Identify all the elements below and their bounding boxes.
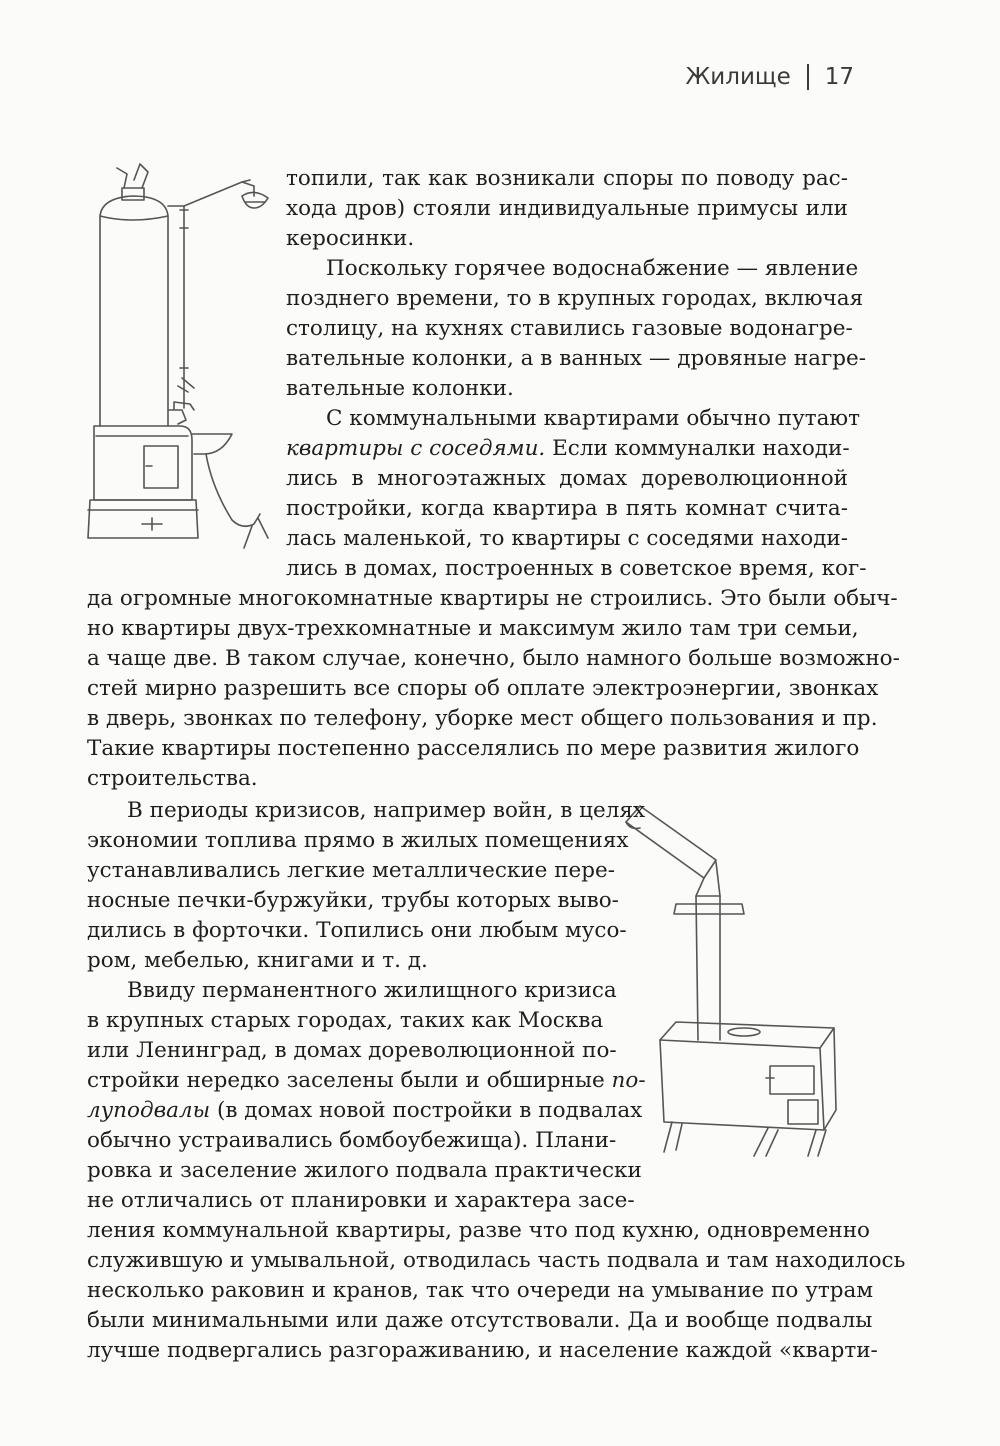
text-line: лись в многоэтажных домах дореволюционной	[286, 466, 848, 491]
italic-term: квартиры с соседями.	[286, 436, 546, 461]
text-line: лучше подвергались разгораживанию, и население каждой «кварти-	[87, 1338, 878, 1363]
text-line: позднего времени, то в крупных городах, включая	[286, 286, 864, 311]
text-line: постройки, когда квартира в пять комнат счита-	[286, 496, 848, 521]
page-number: 17	[824, 64, 854, 90]
text-line: керосинки.	[286, 226, 415, 251]
text-span: стройки нередко заселены были и обширные	[87, 1068, 605, 1093]
italic-term: луподвалы	[87, 1098, 211, 1123]
text-line: экономии топлива прямо в жилых помещениях	[87, 828, 629, 853]
text-line	[87, 1096, 643, 1126]
burzhuika-stove-illustration	[620, 800, 860, 1160]
text-line: В периоды кризисов, например войн, в целях	[127, 798, 646, 823]
text-span: Если коммуналки находи-	[545, 436, 850, 461]
text-line: но квартиры двух-трехкомнатные и максимум жило там три семьи,	[87, 616, 859, 641]
text-line: носные печки-буржуйки, трубы которых выво-	[87, 888, 619, 913]
text-line	[286, 434, 848, 464]
text-line: ровка и заселение жилого подвала практически	[87, 1158, 642, 1183]
text-line: лись в домах, построенных в советское время, ког-	[286, 556, 867, 581]
header-divider	[807, 64, 809, 90]
text-line: Ввиду перманентного жилищного кризиса	[127, 978, 617, 1003]
text-line: служившую и умывальной, отводилась часть подвала и там находилось	[87, 1248, 906, 1273]
text-line: обычно устраивались бомбоубежища). Плани-	[87, 1128, 617, 1153]
text-line: хода дров) стояли индивидуальные примусы или	[286, 196, 848, 221]
text-line: Такие квартиры постепенно расселялись по мере развития жилого	[87, 736, 860, 761]
text-line: в крупных старых городах, таких как Москва	[87, 1008, 604, 1033]
text-line	[87, 1066, 646, 1096]
water-heater-illustration	[82, 158, 282, 558]
text-line: вательные колонки.	[286, 376, 514, 401]
section-title: Жилище	[685, 64, 791, 90]
text-span: (в домах новой постройки в подвалах	[210, 1098, 643, 1123]
text-line: столицу, на кухнях ставились газовые водонагре-	[286, 316, 853, 341]
text-line: Поскольку горячее водоснабжение — явление	[326, 256, 859, 281]
text-line: не отличались от планировки и характера засе-	[87, 1188, 635, 1213]
text-line: дились в форточки. Топились они любым мусо-	[87, 918, 627, 943]
text-line: стей мирно разрешить все споры об оплате электроэнергии, звонках	[87, 676, 879, 701]
text-line: ром, мебелью, книгами и т. д.	[87, 948, 428, 973]
text-line: устанавливались легкие металлические пере-	[87, 858, 616, 883]
text-line: несколько раковин и кранов, так что очереди на умывание по утрам	[87, 1278, 874, 1303]
italic-term: по-	[604, 1068, 646, 1093]
text-line: или Ленинград, в домах дореволюционной по-	[87, 1038, 617, 1063]
text-line: были минимальными или даже отсутствовали. Да и вообще подвалы	[87, 1308, 873, 1333]
text-line: топили, так как возникали споры по поводу рас-	[286, 166, 848, 191]
text-line: да огромные многокомнатные квартиры не строились. Это были обыч-	[87, 586, 898, 611]
text-line: С коммунальными квартирами обычно путают	[326, 406, 861, 431]
text-line: вательные колонки, а в ванных — дровяные нагре-	[286, 346, 867, 371]
text-line: ления коммунальной квартиры, разве что под кухню, одновременно	[87, 1218, 870, 1243]
text-line: лась маленькой, то квартиры с соседями находи-	[286, 526, 848, 551]
running-header	[686, 64, 854, 90]
text-line: строительства.	[87, 766, 258, 791]
text-line: в дверь, звонках по телефону, уборке мест общего пользования и пр.	[87, 706, 878, 731]
text-line: а чаще две. В таком случае, конечно, было намного больше возможно-	[87, 646, 900, 671]
